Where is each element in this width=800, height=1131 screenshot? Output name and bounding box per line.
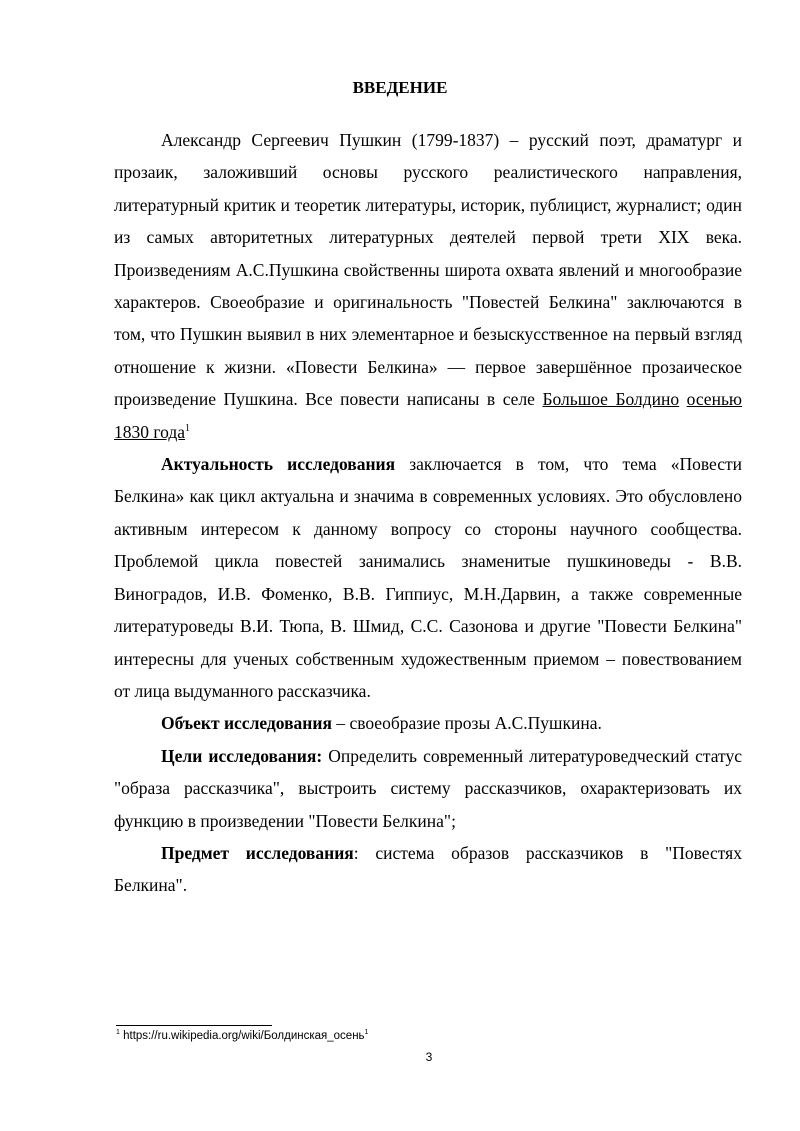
goals-heading: Цели исследования: bbox=[161, 745, 323, 766]
paragraph-text: : система образов рассказчиков в "Повестях Белкина". bbox=[114, 842, 742, 896]
paragraph-text: заключается в том, что тема «Повести Белкина» как цикл актуальна и значима в современных условиях. Это обусловлено активным интересом к данному вопросу со стороны научного сообщества. Проблемой цикла повестей занимались знаменитые пушкиноведы - В.В. Виноградов, И.В. Фоменко, В.В. Гиппиус, М.Н.Дарвин, а также современные литературоведы В.И. Тюпа, В. Шмид, С.С. Сазонова и другие "Повести Белкина" интересны для ученых собственным художественным приемом – повествованием от лица выдуманного рассказчика. bbox=[114, 454, 742, 701]
paragraph-text: – своеобразие прозы А.С.Пушкина. bbox=[331, 713, 602, 734]
paragraph-object bbox=[114, 707, 742, 739]
page-title: ВВЕДЕНИЕ bbox=[352, 78, 448, 97]
footnote-reference[interactable]: 1 bbox=[185, 422, 191, 434]
paragraph-text: Александр Сергеевич Пушкин (1799-1837) – русский поэт, драматург и прозаик, заложивший основы русского реалистического направления, литературный критик и теоретик литературы, историк, публицист, журналист; один из самых авторитетных литературных деятелей первой трети XIX века. Произведениям А.С.Пушкина свойственны широта охвата явлений и многообразие характеров. Своеобразие и оригинальность "Повестей Белкина" заключаются в том, что Пушкин выявил в них элементарное и безыскусственное на первый взгляд отношение к жизни. «Повести Белкина» — первое завершённое прозаическое произведение Пушкина. Все повести написаны в селе bbox=[114, 130, 742, 410]
paragraph-subject bbox=[114, 837, 742, 902]
page-number: 3 bbox=[425, 1050, 433, 1064]
body-text bbox=[114, 124, 742, 902]
footnote-separator bbox=[116, 1025, 272, 1026]
paragraph-relevance bbox=[114, 448, 742, 707]
link-autumn-1830[interactable]: осенью 1830 года bbox=[114, 389, 742, 442]
subject-heading: Предмет исследования bbox=[161, 842, 354, 863]
relevance-heading: Актуальность исследования bbox=[161, 454, 396, 475]
footnote-mark: 1 bbox=[116, 1029, 120, 1037]
object-heading: Объект исследования bbox=[161, 713, 332, 734]
footnote-url[interactable]: https://ru.wikipedia.org/wiki/Болдинская_осень bbox=[119, 1030, 365, 1042]
paragraph-goals bbox=[114, 740, 742, 837]
footnote bbox=[116, 1030, 368, 1042]
paragraph-text: Определить современный литературоведческий статус "образа рассказчика", выстроить систему рассказчиков, охарактеризовать их функцию в произведении "Повести Белкина"; bbox=[114, 745, 742, 831]
link-bolshoe-boldino[interactable]: Большое Болдино bbox=[542, 389, 680, 410]
paragraph-intro bbox=[114, 124, 742, 448]
footnote-end-mark: 1 bbox=[364, 1029, 369, 1037]
